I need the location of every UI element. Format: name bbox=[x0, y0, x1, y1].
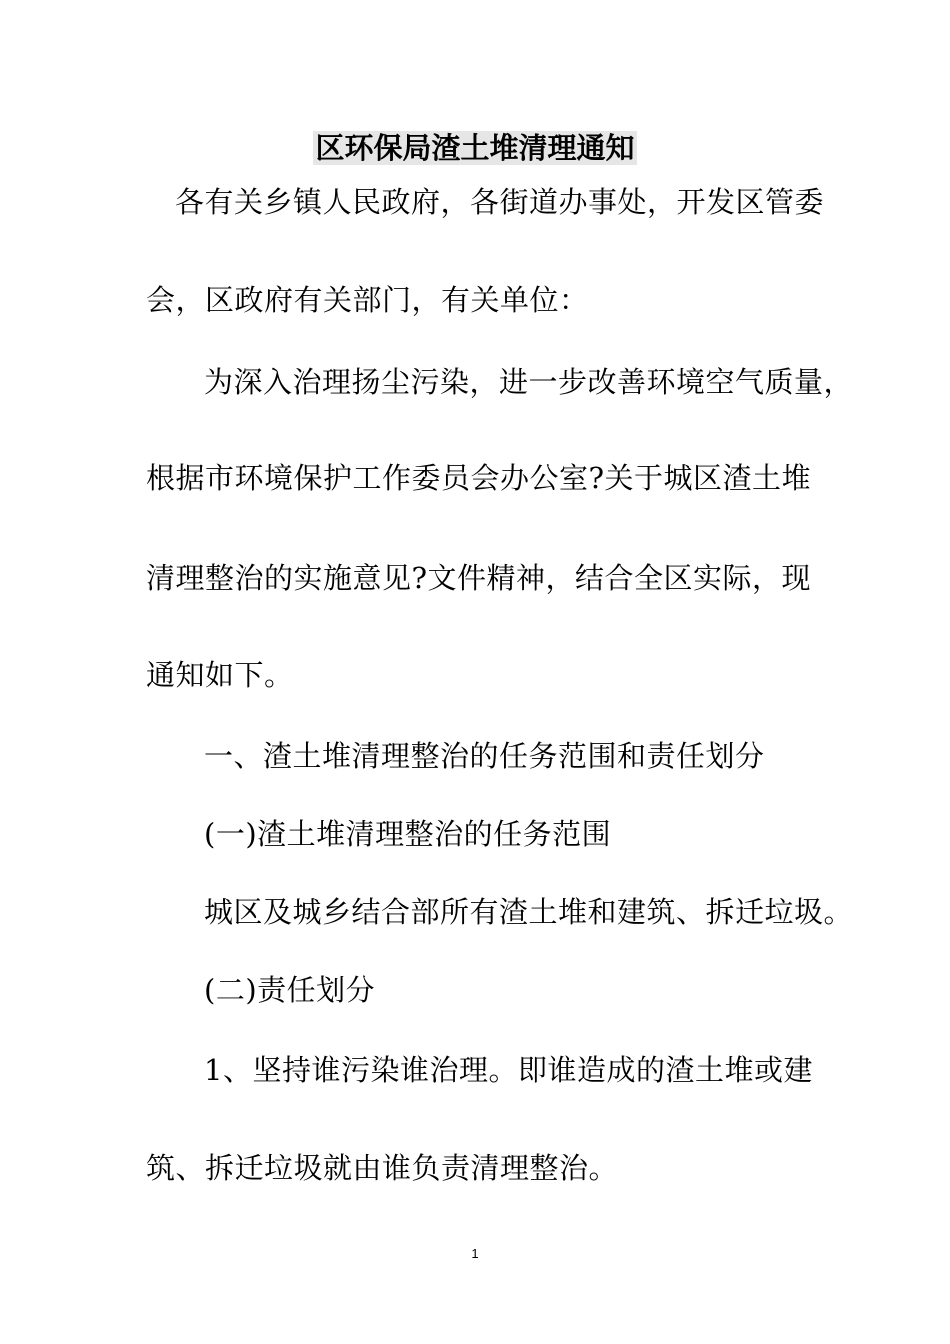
paragraph-line: 1、坚持谁污染谁治理。即谁造成的渣土堆或建 bbox=[204, 1053, 813, 1087]
page-number: 1 bbox=[471, 1246, 479, 1261]
paragraph-line: 各有关乡镇人民政府，各街道办事处，开发区管委 bbox=[175, 185, 825, 219]
paragraph-line: 城区及城乡结合部所有渣土堆和建筑、拆迁垃圾。 bbox=[204, 895, 854, 929]
paragraph-line: 通知如下。 bbox=[146, 658, 294, 692]
paragraph-line: 为深入治理扬尘污染，进一步改善环境空气质量， bbox=[204, 365, 854, 399]
paragraph-line: 会，区政府有关部门，有关单位： bbox=[146, 283, 589, 317]
section-heading: 一、渣土堆清理整治的任务范围和责任划分 bbox=[204, 739, 765, 773]
paragraph-line: 清理整治的实施意见?文件精神，结合全区实际，现 bbox=[146, 561, 812, 595]
paragraph-line: 根据市环境保护工作委员会办公室?关于城区渣土堆 bbox=[146, 461, 812, 495]
subsection-heading: (二)责任划分 bbox=[204, 973, 376, 1007]
subsection-heading: (一)渣土堆清理整治的任务范围 bbox=[204, 817, 612, 851]
document-title: 区环保局渣土堆清理通知 bbox=[315, 131, 635, 165]
paragraph-line: 筑、拆迁垃圾就由谁负责清理整治。 bbox=[146, 1151, 619, 1185]
